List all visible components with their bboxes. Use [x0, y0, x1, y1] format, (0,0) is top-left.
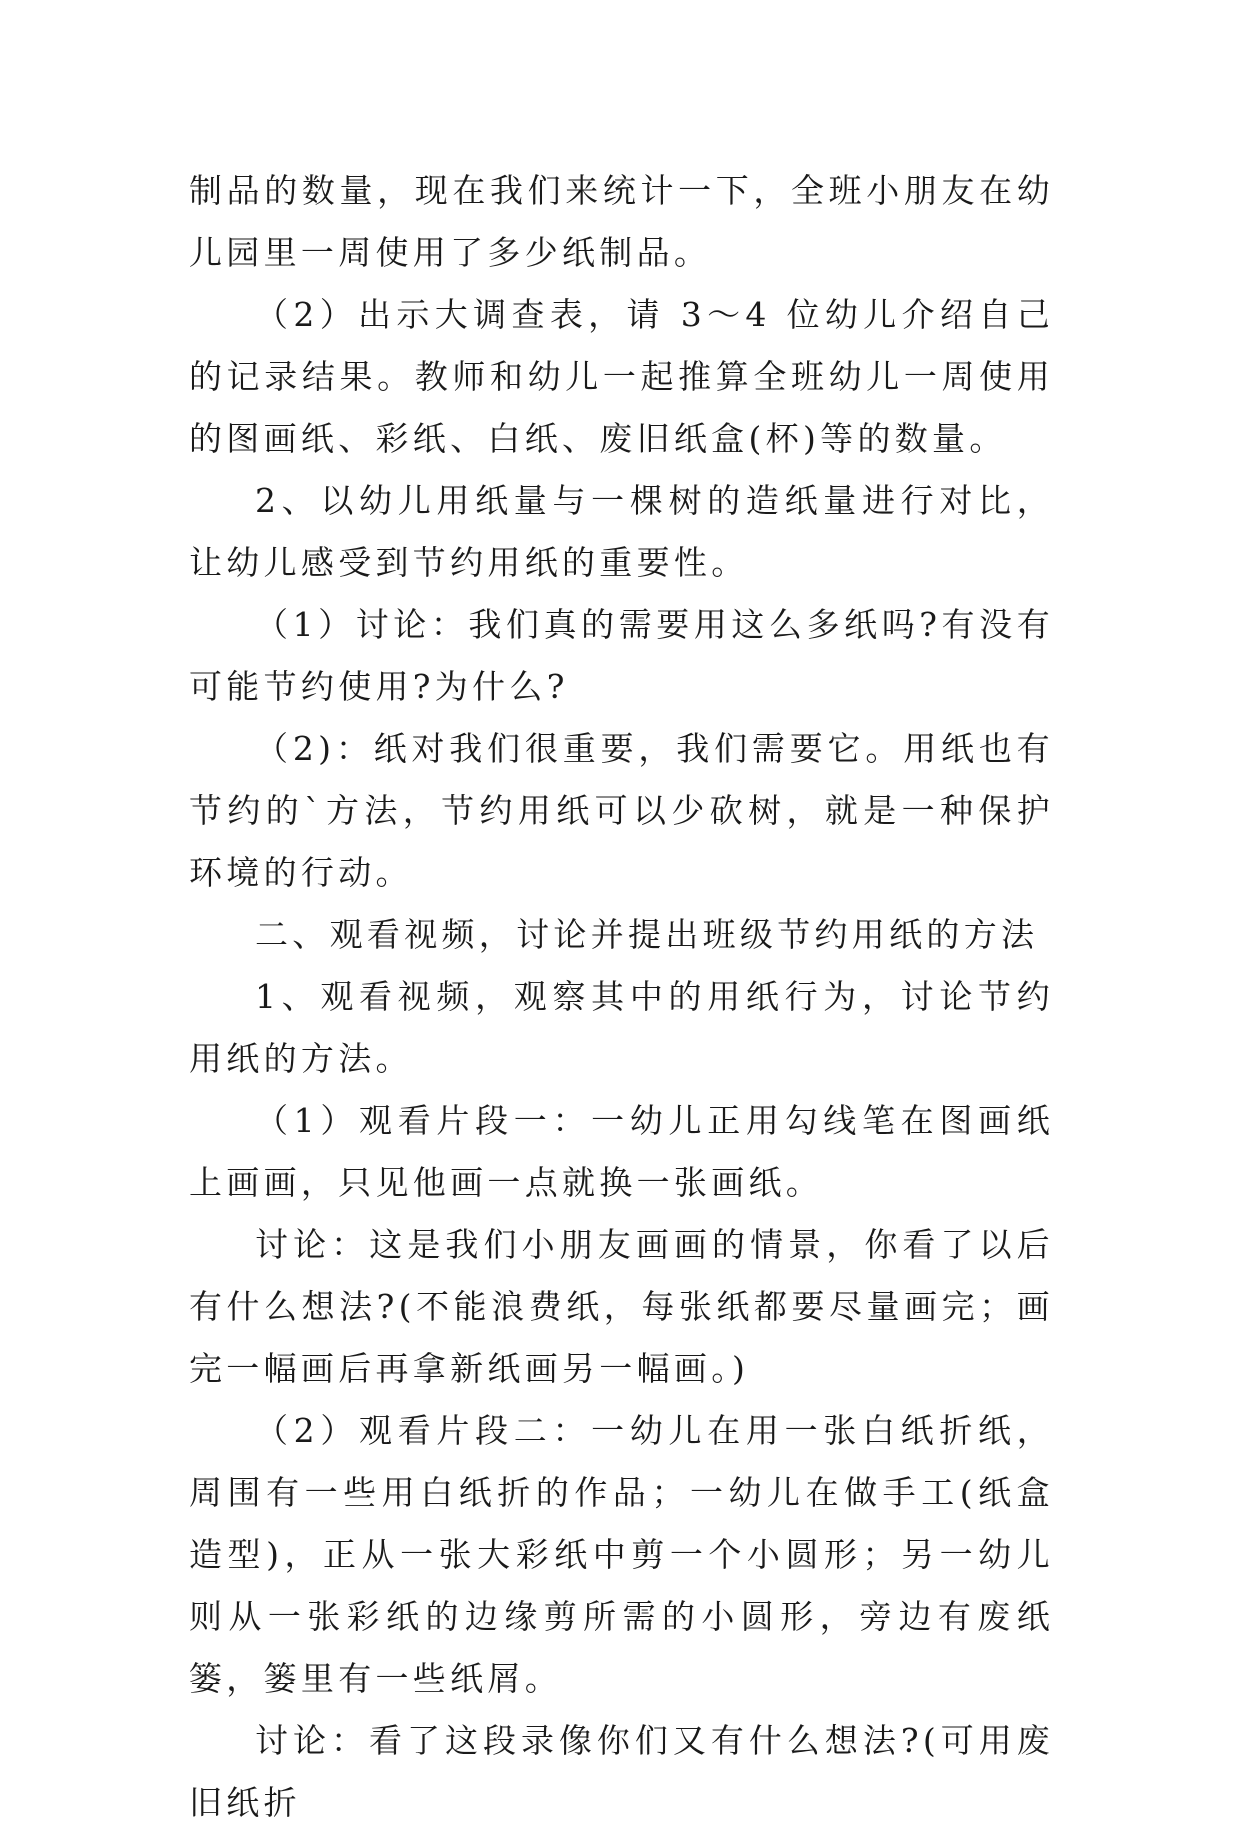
- paragraph: 1、观看视频，观察其中的用纸行为，讨论节约用纸的方法。: [189, 977, 1054, 1078]
- document-body: [189, 160, 1054, 1834]
- paragraph: （1）讨论：我们真的需要用这么多纸吗?有没有可能节约使用?为什么?: [189, 605, 1054, 706]
- paragraph: （2)：纸对我们很重要，我们需要它。用纸也有节约的`方法，节约用纸可以少砍树，就是一种保护环境的行动。: [189, 729, 1054, 892]
- paragraph: （2）观看片段二：一幼儿在用一张白纸折纸，周围有一些用白纸折的作品；一幼儿在做手工(纸盒造型)，正从一张大彩纸中剪一个小圆形；另一幼儿则从一张彩纸的边缘剪所需的小圆形，旁边有废纸篓，篓里有一些纸屑。: [189, 1411, 1054, 1698]
- paragraph: 制品的数量，现在我们来统计一下，全班小朋友在幼儿园里一周使用了多少纸制品。: [189, 171, 1054, 272]
- paragraph: （1）观看片段一：一幼儿正用勾线笔在图画纸上画画，只见他画一点就换一张画纸。: [189, 1101, 1054, 1202]
- paragraph: （2）出示大调查表，请 3～4 位幼儿介绍自己的记录结果。教师和幼儿一起推算全班幼儿一周使用的图画纸、彩纸、白纸、废旧纸盒(杯)等的数量。: [189, 295, 1054, 458]
- paragraph: 二、观看视频，讨论并提出班级节约用纸的方法: [255, 915, 1039, 954]
- paragraph: 讨论：看了这段录像你们又有什么想法?(可用废旧纸折: [189, 1721, 1054, 1822]
- paragraph: 2、以幼儿用纸量与一棵树的造纸量进行对比，让幼儿感受到节约用纸的重要性。: [189, 481, 1054, 582]
- paragraph: 讨论：这是我们小朋友画画的情景，你看了以后有什么想法?(不能浪费纸，每张纸都要尽量画完；画完一幅画后再拿新纸画另一幅画。): [189, 1225, 1054, 1388]
